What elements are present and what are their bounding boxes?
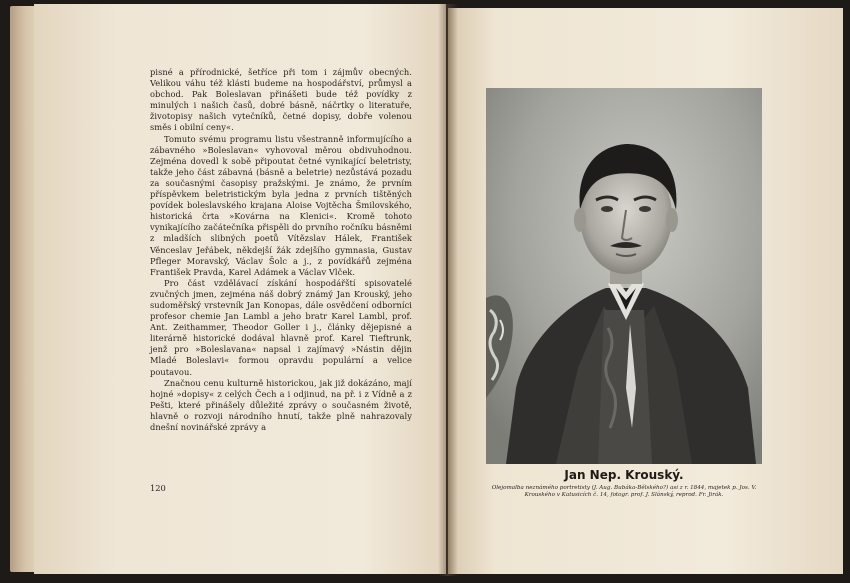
paragraph-4: Značnou cenu kulturně historickou, jak již dokázáno, mají hojné »dopisy« z celých Čech a i odjinud, na př. i z Vídně a z Pešti, které přinášely důležité zprávy o současném životě, hlavně o rozvoji národního hnutí, takže plně nahrazovaly dnešní novinářské zprávy a <box>150 377 412 432</box>
portrait-caption-note: Olejomalba neznámého portretisty (J. Aug. Bubáka-Bělského?) asi z r. 1844, majetek p. Jos. V. Krouského v Katusicích č. 14, fotogr. prof. J. Slánský, reprod. Fr. Jirák. <box>491 485 757 498</box>
paragraph-3: Pro část vzdělávací získání hospodářští spisovatelé zvučných jmen, zejména náš dobrý známý Jan Krouský, jeho sudoměřský vrstevník Jan Konopas, dále osvědčení odborníci profesor chemie Jan Lambl a jeho bratr Karel Lambl, prof. Ant. Zeithammer, Theodor Goller i j., články dějepisné a literárně historické dodával hlavně prof. Karel Tieftrunk, jenž pro »Boleslavana« napsal i zajímavý »Nástin dějin Mladé Boleslavi« formou opravdu populární a velice poutavou. <box>150 277 412 377</box>
portrait-image <box>486 88 762 464</box>
left-page-text <box>150 67 412 433</box>
page-number: 120 <box>150 483 166 493</box>
portrait-caption-title: Jan Nep. Krouský. <box>564 468 684 482</box>
paragraph-2: Tomuto svému programu listu všestranně informujícího a zábavného »Boleslavan« vyhovoval měrou obdivuhodnou. Zejména dovedl k sobě připoutat četné vynikající beletristy, takže jeho část zábavná (básně a beletrie) nezůstává pozadu za současnými časopisy pražskými. Je známo, že prvním příspěvkem beletristickým byla jedna z prvních tištěných povídek boleslavského krajana Aloise Vojtěcha Šmilovského, historická črta »Kovárna na Klenici«. Kromě tohoto vynikajícího začátečníka přispěli do prvního ročníku básněmi z mladších slibných poetů Vítězslav Hálek, František Věnceslav Jeřábek, někdejší žák zdejšího gymnasia, Gustav Pfleger Moravský, Václav Šolc a j., z povídkářů zejména František Pravda, Karel Adámek a Václav Vlček. <box>150 133 412 277</box>
paragraph-1: pisné a přírodnické, šetříce při tom i zájmův obecných. Velikou váhu též klásti budeme na hospodářství, průmysl a obchod. Pak Boleslavan přinášeti bude též povídky z minulých i našich časů, dobré básně, náčrtky o literatuře, životopisy našich vytečníků, četné dopisy, dobře volenou směs i obilní ceny«. <box>150 67 412 133</box>
portrait-illustration <box>486 88 762 464</box>
book-gutter <box>438 4 458 576</box>
